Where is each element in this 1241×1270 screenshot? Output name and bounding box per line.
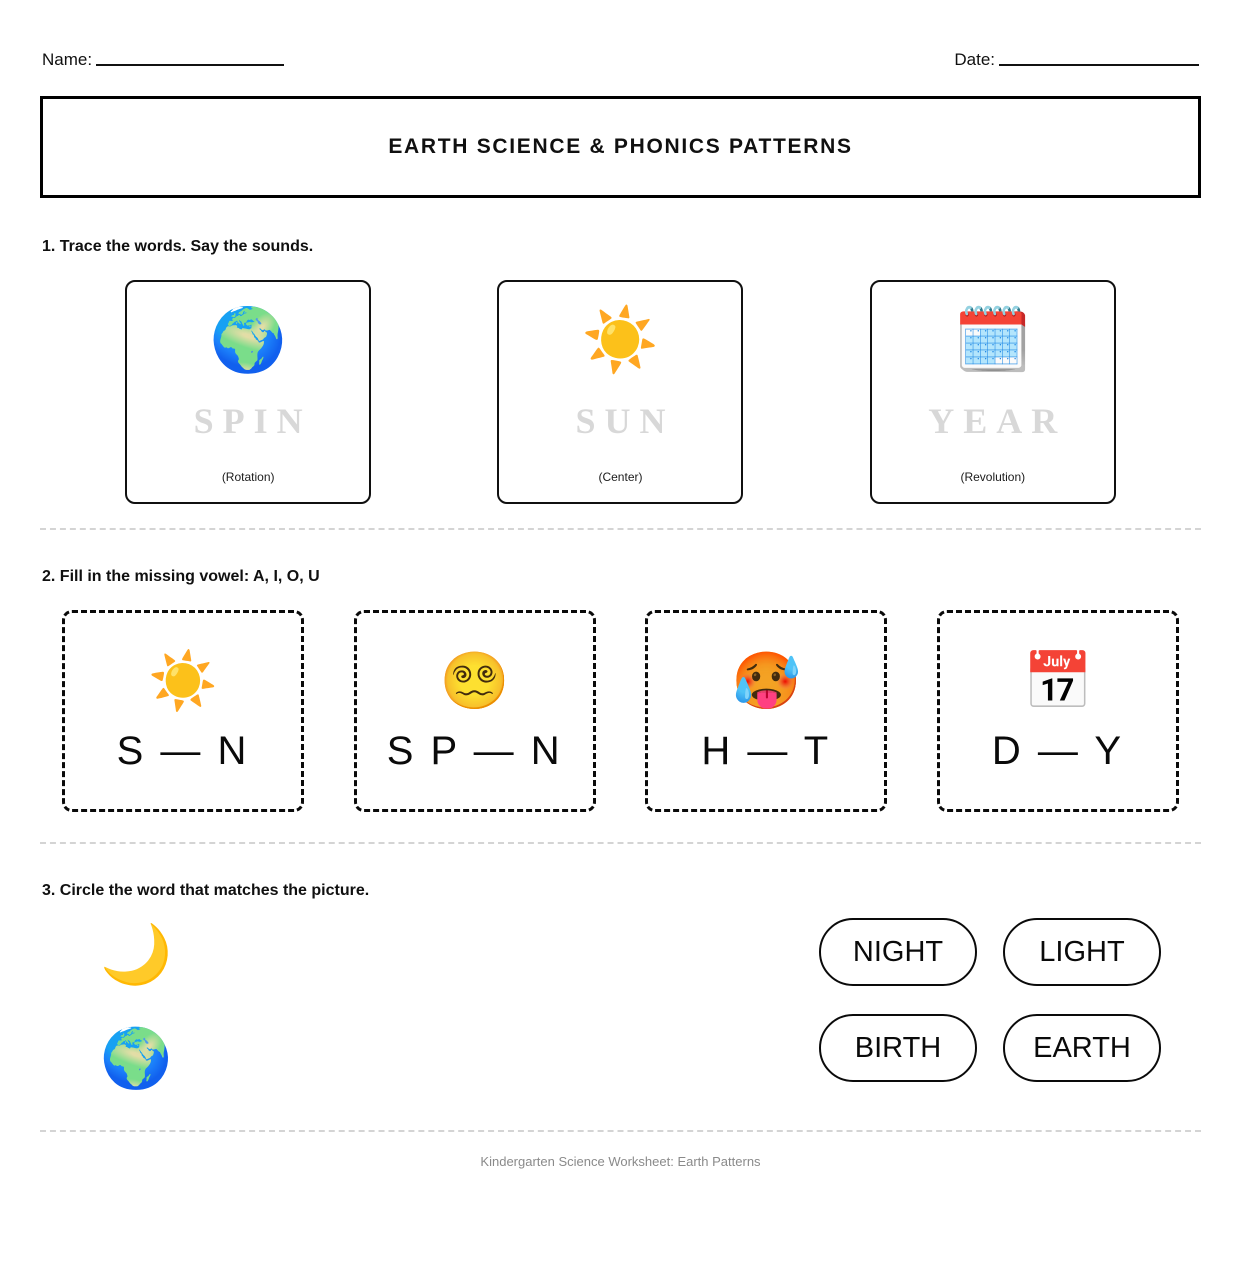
title-banner	[40, 96, 1201, 198]
vowel-word-blank[interactable]: D — Y	[991, 728, 1124, 773]
face-with-spiral-eyes-icon: 😵‍💫	[439, 648, 510, 712]
vowel-word-blank[interactable]: S P — N	[386, 728, 563, 773]
crescent-moon-icon: 🌙	[100, 922, 173, 987]
trace-card-row	[40, 280, 1201, 504]
name-write-line[interactable]	[96, 64, 284, 66]
vowel-card[interactable]	[354, 610, 596, 812]
worksheet-footer: Kindergarten Science Worksheet: Earth Patterns	[480, 1154, 761, 1169]
hot-face-icon: 🥵	[731, 648, 802, 712]
section-3-heading: 3. Circle the word that matches the picture.	[42, 882, 370, 899]
date-write-line[interactable]	[999, 64, 1199, 66]
trace-word[interactable]: SPIN	[193, 401, 312, 441]
sun-icon: ☀️	[148, 648, 218, 712]
trace-card[interactable]	[125, 280, 371, 504]
globe-showing-europe-africa-icon: 🌍	[100, 1026, 173, 1091]
trace-hint: (Center)	[598, 470, 643, 484]
date-field[interactable]	[954, 50, 1199, 70]
choice-row	[819, 1014, 1161, 1082]
choice-option[interactable]: LIGHT	[1003, 918, 1161, 986]
vowel-card[interactable]	[937, 610, 1179, 812]
name-field[interactable]	[42, 50, 284, 70]
spiral-calendar-icon: 🗓️	[954, 306, 1032, 375]
section-divider	[40, 528, 1201, 530]
circle-exercise-body	[40, 916, 1201, 1092]
section-1-heading: 1. Trace the words. Say the sounds.	[42, 238, 314, 255]
name-label: Name:	[42, 50, 93, 69]
vowel-word-blank[interactable]: S — N	[116, 728, 250, 773]
vowel-word-blank[interactable]: H — T	[701, 728, 832, 773]
trace-card[interactable]	[497, 280, 743, 504]
globe-showing-europe-africa-icon: 🌍	[209, 306, 287, 375]
worksheet-title: EARTH SCIENCE & PHONICS PATTERNS	[388, 135, 853, 158]
vowel-card[interactable]	[62, 610, 304, 812]
trace-word[interactable]: SUN	[575, 401, 675, 441]
choice-option[interactable]: EARTH	[1003, 1014, 1161, 1082]
trace-hint: (Rotation)	[221, 470, 275, 484]
trace-hint: (Revolution)	[960, 470, 1026, 484]
section-2-heading: 2. Fill in the missing vowel: A, I, O, U	[42, 568, 320, 585]
section-divider	[40, 1130, 1201, 1132]
student-meta-row	[40, 34, 1201, 70]
choice-option[interactable]: BIRTH	[819, 1014, 977, 1082]
choice-option[interactable]: NIGHT	[819, 918, 977, 986]
calendar-icon: 📅	[1023, 648, 1093, 712]
picture-column	[100, 916, 172, 1092]
trace-word[interactable]: YEAR	[928, 401, 1067, 441]
date-label: Date:	[954, 50, 995, 69]
trace-card[interactable]	[870, 280, 1116, 504]
section-trace-the-words	[40, 238, 1201, 504]
choices-column	[819, 916, 1161, 1082]
choice-row	[819, 918, 1161, 986]
vowel-card-row	[40, 610, 1201, 812]
section-fill-missing-vowel	[40, 568, 1201, 812]
vowel-card[interactable]	[645, 610, 887, 812]
section-circle-the-word	[40, 882, 1201, 1092]
sun-icon: ☀️	[581, 306, 660, 375]
section-divider	[40, 842, 1201, 844]
